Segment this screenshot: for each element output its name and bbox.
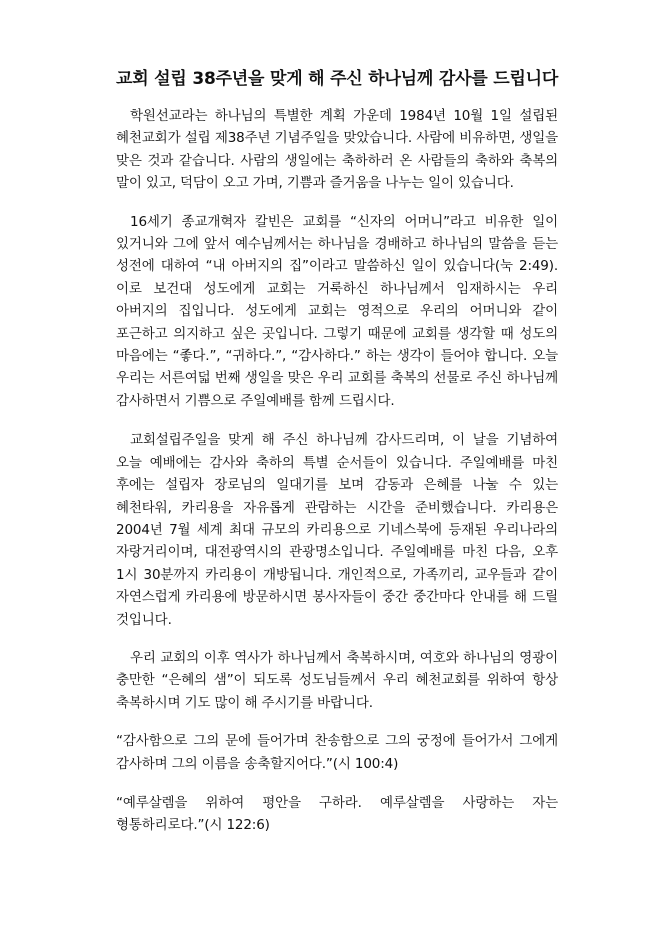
document-title: 교회 설립 38주년을 맞게 해 주신 하나님께 감사를 드립니다 [116, 69, 559, 89]
paragraph-carillon: 교회설립주일을 맞게 해 주신 하나님께 감사드리며, 이 날을 기념하여 오늘 예배에는 감사와 축하의 특별 순서들이 있습니다. 주일예배를 마친 후에는 설립자 장로님의 일대기를 보며 감동과 은혜를 나눌 수 있는 혜천타워, 카리용을 자유롭게 관람하는 시간을 준비했습니다. 카리용은 2004년 7월 세계 최대 규모의 카리용으로 기네스북에 등재된 우리나라의 자랑거리이며, 대전광역시의 관광명소입니다. 주일예배를 마친 다음, 오후 1시 30분까지 카리용이 개방됩니다. 개인적으로, 가족끼리, 교우들과 같이 자연스럽게 카리용에 방문하시면 봉사자들이 중간 중간마다 안내를 해 드릴 것입니다. [116, 432, 558, 628]
paragraph-founding: 학원선교라는 하나님의 특별한 계획 가운데 1984년 10월 1일 설립된 혜천교회가 설립 제38주년 기념주일을 맞았습니다. 사람에 비유하면, 생일을 맞은 것과 같습니다. 사람의 생일에는 축하하러 온 사람들의 축하와 축복의 말이 있고, 덕담이 오고 가며, 기쁨과 즐거움을 나누는 일이 있습니다. [116, 108, 558, 192]
paragraph-prayer: 우리 교회의 이후 역사가 하나님께서 축복하시며, 여호와 하나님의 영광이 충만한 “은혜의 샘”이 되도록 성도님들께서 우리 혜천교회를 위하여 항상 축복하시며 기도 많이 해 주시기를 바랍니다. [116, 649, 558, 711]
quote-psalm-100: “감사함으로 그의 문에 들어가며 찬송함으로 그의 궁정에 들어가서 그에게 감사하며 그의 이름을 송축할지어다.”(시 100:4) [116, 733, 558, 772]
quote-psalm-122: “예루살렘을 위하여 평안을 구하라. 예루살렘을 사랑하는 자는 형통하리로다.”(시 122:6) [116, 794, 558, 834]
paragraph-mother-church: 16세기 종교개혁자 칼빈은 교회를 “신자의 어머니”라고 비유한 일이 있거니와 그에 앞서 예수님께서는 하나님을 경배하고 하나님의 말씀을 듣는 성전에 대하여 “내 아버지의 집”이라고 말씀하신 일이 있습니다(눅 2:49). 이로 보건대 성도에게 교회는 거룩하신 하나님께서 임재하시는 우리 아버지의 집입니다. 성도에게 교회는 영적으로 우리의 어머니와 같이 포근하고 의지하고 싶은 곳입니다. 그렇기 때문에 교회를 생각할 때 성도의 마음에는 “좋다.”, “귀하다.”, “감사하다.” 하는 생각이 들어야 합니다. 오늘 우리는 서른여덟 번째 생일을 맞은 우리 교회를 축복의 선물로 주신 하나님께 감사하면서 기쁨으로 주일예배를 함께 드립시다. [116, 213, 558, 409]
